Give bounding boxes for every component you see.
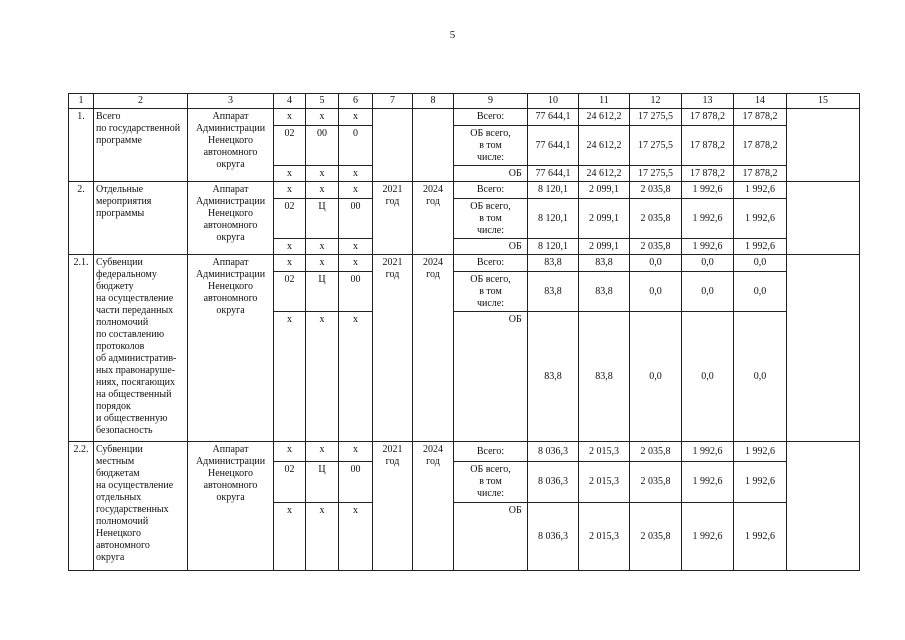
- amount-cell: 2 035,8: [630, 182, 682, 199]
- responsible-executor: Аппарат Администрации Ненецкого автономного округа: [188, 182, 274, 255]
- budget-code-cell: x: [306, 255, 339, 272]
- amount-cell: 17 878,2: [682, 166, 734, 182]
- amount-cell: 1 992,6: [682, 503, 734, 571]
- source-empty-cell: [454, 503, 504, 571]
- row-number: 2.2.: [69, 442, 94, 571]
- amount-cell: 17 275,5: [630, 166, 682, 182]
- budget-code-cell: x: [339, 503, 373, 571]
- source-total-label: Всего:: [454, 442, 528, 462]
- source-total-label: Всего:: [454, 255, 528, 272]
- amount-cell: 77 644,1: [528, 109, 579, 126]
- source-total-label: Всего:: [454, 182, 528, 199]
- amount-cell: 83,8: [579, 312, 630, 442]
- source-ob-label: ОБ: [504, 503, 528, 571]
- amount-cell: 1 992,6: [734, 239, 787, 255]
- page-number: 5: [449, 29, 456, 41]
- source-ob-label: ОБ: [504, 312, 528, 442]
- amount-cell: 24 612,2: [579, 166, 630, 182]
- table-row: [69, 255, 860, 272]
- event-name: Отдельные мероприятия программы: [94, 182, 188, 255]
- amount-cell: 8 120,1: [528, 199, 579, 239]
- budget-code-cell: x: [339, 109, 373, 126]
- source-regional-total-label: ОБ всего, в том числе:: [454, 126, 528, 166]
- amount-cell: 1 992,6: [734, 442, 787, 462]
- budget-code-cell: 02: [274, 462, 306, 503]
- source-regional-total-label: ОБ всего, в том числе:: [454, 462, 528, 503]
- amount-cell: 1 992,6: [682, 199, 734, 239]
- event-name: Всего по государственной программе: [94, 109, 188, 182]
- responsible-executor: Аппарат Администрации Ненецкого автономного округа: [188, 255, 274, 442]
- budget-code-cell: x: [306, 503, 339, 571]
- amount-cell: 17 878,2: [682, 109, 734, 126]
- table-row: [69, 182, 860, 199]
- amount-cell: 2 099,1: [579, 239, 630, 255]
- amount-cell: 1 992,6: [682, 462, 734, 503]
- notes-cell: [787, 442, 860, 571]
- amount-cell: 83,8: [579, 272, 630, 312]
- amount-cell: 0,0: [630, 312, 682, 442]
- budget-code-cell: x: [274, 109, 306, 126]
- amount-cell: 1 992,6: [682, 442, 734, 462]
- budget-code-cell: 00: [339, 272, 373, 312]
- amount-cell: 2 035,8: [630, 503, 682, 571]
- amount-cell: 77 644,1: [528, 166, 579, 182]
- budget-code-cell: x: [274, 312, 306, 442]
- start-year: 2021 год: [373, 442, 413, 571]
- end-year: 2024 год: [413, 182, 454, 255]
- amount-cell: 17 878,2: [682, 126, 734, 166]
- budget-code-cell: x: [306, 442, 339, 462]
- column-header: 2: [94, 94, 188, 109]
- amount-cell: 2 015,3: [579, 503, 630, 571]
- source-total-label: Всего:: [454, 109, 528, 126]
- amount-cell: 24 612,2: [579, 109, 630, 126]
- budget-code-cell: 00: [306, 126, 339, 166]
- column-header: 1: [69, 94, 94, 109]
- amount-cell: 0,0: [682, 272, 734, 312]
- amount-cell: 83,8: [579, 255, 630, 272]
- budget-code-cell: 02: [274, 272, 306, 312]
- amount-cell: 0,0: [682, 255, 734, 272]
- budget-code-cell: 0: [339, 126, 373, 166]
- amount-cell: 8 120,1: [528, 182, 579, 199]
- column-header: 15: [787, 94, 860, 109]
- amount-cell: 2 015,3: [579, 442, 630, 462]
- event-name: Субвенции местным бюджетам на осуществление отдельных государственных полномочий Ненецкого автономного округа: [94, 442, 188, 571]
- budget-code-cell: 00: [339, 199, 373, 239]
- budget-code-cell: 00: [339, 462, 373, 503]
- amount-cell: 2 099,1: [579, 199, 630, 239]
- budget-code-cell: x: [274, 182, 306, 199]
- amount-cell: 0,0: [734, 312, 787, 442]
- budget-code-cell: x: [274, 442, 306, 462]
- budget-code-cell: Ц: [306, 199, 339, 239]
- budget-code-cell: 02: [274, 199, 306, 239]
- column-header: 8: [413, 94, 454, 109]
- row-number: 2.1.: [69, 255, 94, 442]
- source-empty-cell: [454, 239, 504, 255]
- column-header: 5: [306, 94, 339, 109]
- source-empty-cell: [454, 312, 504, 442]
- source-regional-total-label: ОБ всего, в том числе:: [454, 199, 528, 239]
- amount-cell: 1 992,6: [734, 182, 787, 199]
- end-year: [413, 109, 454, 182]
- column-header: 9: [454, 94, 528, 109]
- source-empty-cell: [454, 166, 504, 182]
- amount-cell: 1 992,6: [682, 182, 734, 199]
- column-header: 14: [734, 94, 787, 109]
- budget-code-cell: x: [339, 239, 373, 255]
- amount-cell: 0,0: [682, 312, 734, 442]
- budget-code-cell: x: [274, 239, 306, 255]
- amount-cell: 2 035,8: [630, 199, 682, 239]
- column-header: 11: [579, 94, 630, 109]
- column-header: 13: [682, 94, 734, 109]
- table-header-row: [69, 94, 860, 109]
- amount-cell: 1 992,6: [734, 503, 787, 571]
- budget-code-cell: x: [339, 182, 373, 199]
- amount-cell: 0,0: [734, 272, 787, 312]
- start-year: 2021 год: [373, 255, 413, 442]
- budget-code-cell: 02: [274, 126, 306, 166]
- amount-cell: 17 275,5: [630, 126, 682, 166]
- column-header: 3: [188, 94, 274, 109]
- amount-cell: 2 035,8: [630, 239, 682, 255]
- table-row: [69, 109, 860, 126]
- budget-code-cell: x: [306, 182, 339, 199]
- end-year: 2024 год: [413, 442, 454, 571]
- source-ob-label: ОБ: [504, 239, 528, 255]
- budget-code-cell: x: [339, 442, 373, 462]
- source-ob-label: ОБ: [504, 166, 528, 182]
- budget-code-cell: x: [306, 109, 339, 126]
- responsible-executor: Аппарат Администрации Ненецкого автономного округа: [188, 109, 274, 182]
- start-year: 2021 год: [373, 182, 413, 255]
- column-header: 7: [373, 94, 413, 109]
- notes-cell: [787, 255, 860, 442]
- amount-cell: 0,0: [630, 272, 682, 312]
- amount-cell: 24 612,2: [579, 126, 630, 166]
- budget-code-cell: x: [339, 255, 373, 272]
- amount-cell: 8 036,3: [528, 462, 579, 503]
- amount-cell: 2 035,8: [630, 442, 682, 462]
- amount-cell: 83,8: [528, 255, 579, 272]
- start-year: [373, 109, 413, 182]
- responsible-executor: Аппарат Администрации Ненецкого автономного округа: [188, 442, 274, 571]
- amount-cell: 17 878,2: [734, 126, 787, 166]
- row-number: 2.: [69, 182, 94, 255]
- source-regional-total-label: ОБ всего, в том числе:: [454, 272, 528, 312]
- amount-cell: 2 035,8: [630, 462, 682, 503]
- row-number: 1.: [69, 109, 94, 182]
- amount-cell: 83,8: [528, 312, 579, 442]
- budget-code-cell: x: [306, 239, 339, 255]
- budget-code-cell: x: [306, 166, 339, 182]
- budget-code-cell: x: [306, 312, 339, 442]
- amount-cell: 8 120,1: [528, 239, 579, 255]
- event-name: Субвенции федеральному бюджету на осуществление части переданных полномочий по составлению протоколов об административ- ных правонаруше- ниях, посягающих на общественный порядок и общественную безопасность: [94, 255, 188, 442]
- amount-cell: 1 992,6: [734, 199, 787, 239]
- column-header: 10: [528, 94, 579, 109]
- amount-cell: 83,8: [528, 272, 579, 312]
- budget-table: [68, 93, 860, 571]
- column-header: 4: [274, 94, 306, 109]
- amount-cell: 0,0: [630, 255, 682, 272]
- budget-code-cell: x: [274, 503, 306, 571]
- amount-cell: 1 992,6: [682, 239, 734, 255]
- notes-cell: [787, 182, 860, 255]
- budget-code-cell: x: [339, 312, 373, 442]
- column-header: 12: [630, 94, 682, 109]
- amount-cell: 8 036,3: [528, 442, 579, 462]
- notes-cell: [787, 109, 860, 182]
- budget-code-cell: x: [274, 166, 306, 182]
- amount-cell: 2 099,1: [579, 182, 630, 199]
- table-row: [69, 442, 860, 462]
- amount-cell: 17 878,2: [734, 109, 787, 126]
- amount-cell: 2 015,3: [579, 462, 630, 503]
- column-header: 6: [339, 94, 373, 109]
- end-year: 2024 год: [413, 255, 454, 442]
- amount-cell: 0,0: [734, 255, 787, 272]
- amount-cell: 8 036,3: [528, 503, 579, 571]
- amount-cell: 17 275,5: [630, 109, 682, 126]
- budget-code-cell: x: [274, 255, 306, 272]
- budget-code-cell: x: [339, 166, 373, 182]
- amount-cell: 1 992,6: [734, 462, 787, 503]
- budget-code-cell: Ц: [306, 462, 339, 503]
- amount-cell: 77 644,1: [528, 126, 579, 166]
- amount-cell: 17 878,2: [734, 166, 787, 182]
- budget-code-cell: Ц: [306, 272, 339, 312]
